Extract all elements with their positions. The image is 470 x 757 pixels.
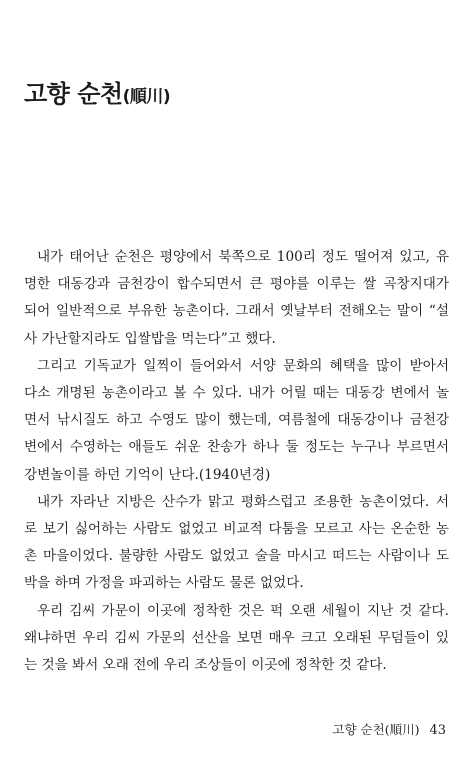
text-line: 우리 김씨 가문이 이곳에 정착한 것은 퍽 오랜 세월이 지난 것 같다. [37, 602, 449, 619]
text-line: 는 것을 봐서 오래 전에 우리 조상들이 이곳에 정착한 것 같다. [24, 657, 387, 674]
page-title [24, 74, 170, 109]
text-line: 면서 낚시질도 하고 수영도 많이 했는데, 여름철에 대동강이나 금천강 [24, 412, 449, 429]
text-line: 촌 마을이었다. 불량한 사람도 없었고 술을 마시고 떠드는 사람이나 도 [24, 548, 449, 565]
text-line: 박을 하며 가정을 파괴하는 사람도 물론 없었다. [24, 575, 304, 592]
text-line: 강변놀이를 하던 기억이 난다.(1940년경) [24, 466, 271, 483]
text-line: 명한 대동강과 금천강이 합수되면서 큰 평야를 이루는 쌀 곡창지대가 [24, 276, 449, 293]
running-title: 고향 순천(順川) [332, 722, 420, 737]
text-line: 그리고 기독교가 일찍이 들어와서 서양 문화의 혜택을 많이 받아서 [37, 357, 449, 374]
text-line: 되어 일반적으로 부유한 농촌이다. 그래서 옛날부터 전해오는 말이 “설 [24, 303, 449, 320]
text-line: 내가 자라난 지방은 산수가 맑고 평화스럽고 조용한 농촌이었다. 서 [37, 493, 449, 510]
body-text [24, 244, 449, 679]
text-line: 변에서 수영하는 애들도 쉬운 찬송가 하나 둘 정도는 누구나 부르면서 [24, 439, 449, 456]
text-line: 로 보기 싫어하는 사람도 없었고 비교적 다툼을 모르고 사는 온순한 농 [24, 521, 449, 538]
title-text: 고향 순천 [24, 80, 123, 108]
text-line: 내가 태어난 순천은 평양에서 북쪽으로 100리 정도 떨어져 있고, 유 [37, 249, 449, 265]
page-footer [332, 720, 446, 738]
title-hanja: (順川) [122, 87, 171, 107]
page-number: 43 [429, 723, 446, 738]
text-line: 사 가난할지라도 입쌀밥을 먹는다”고 했다. [24, 330, 276, 347]
text-line: 왜냐하면 우리 김씨 가문의 선산을 보면 매우 크고 오래된 무덤들이 있 [24, 629, 449, 646]
text-line: 다소 개명된 농촌이라고 볼 수 있다. 내가 어릴 때는 대동강 변에서 놀 [24, 385, 449, 402]
